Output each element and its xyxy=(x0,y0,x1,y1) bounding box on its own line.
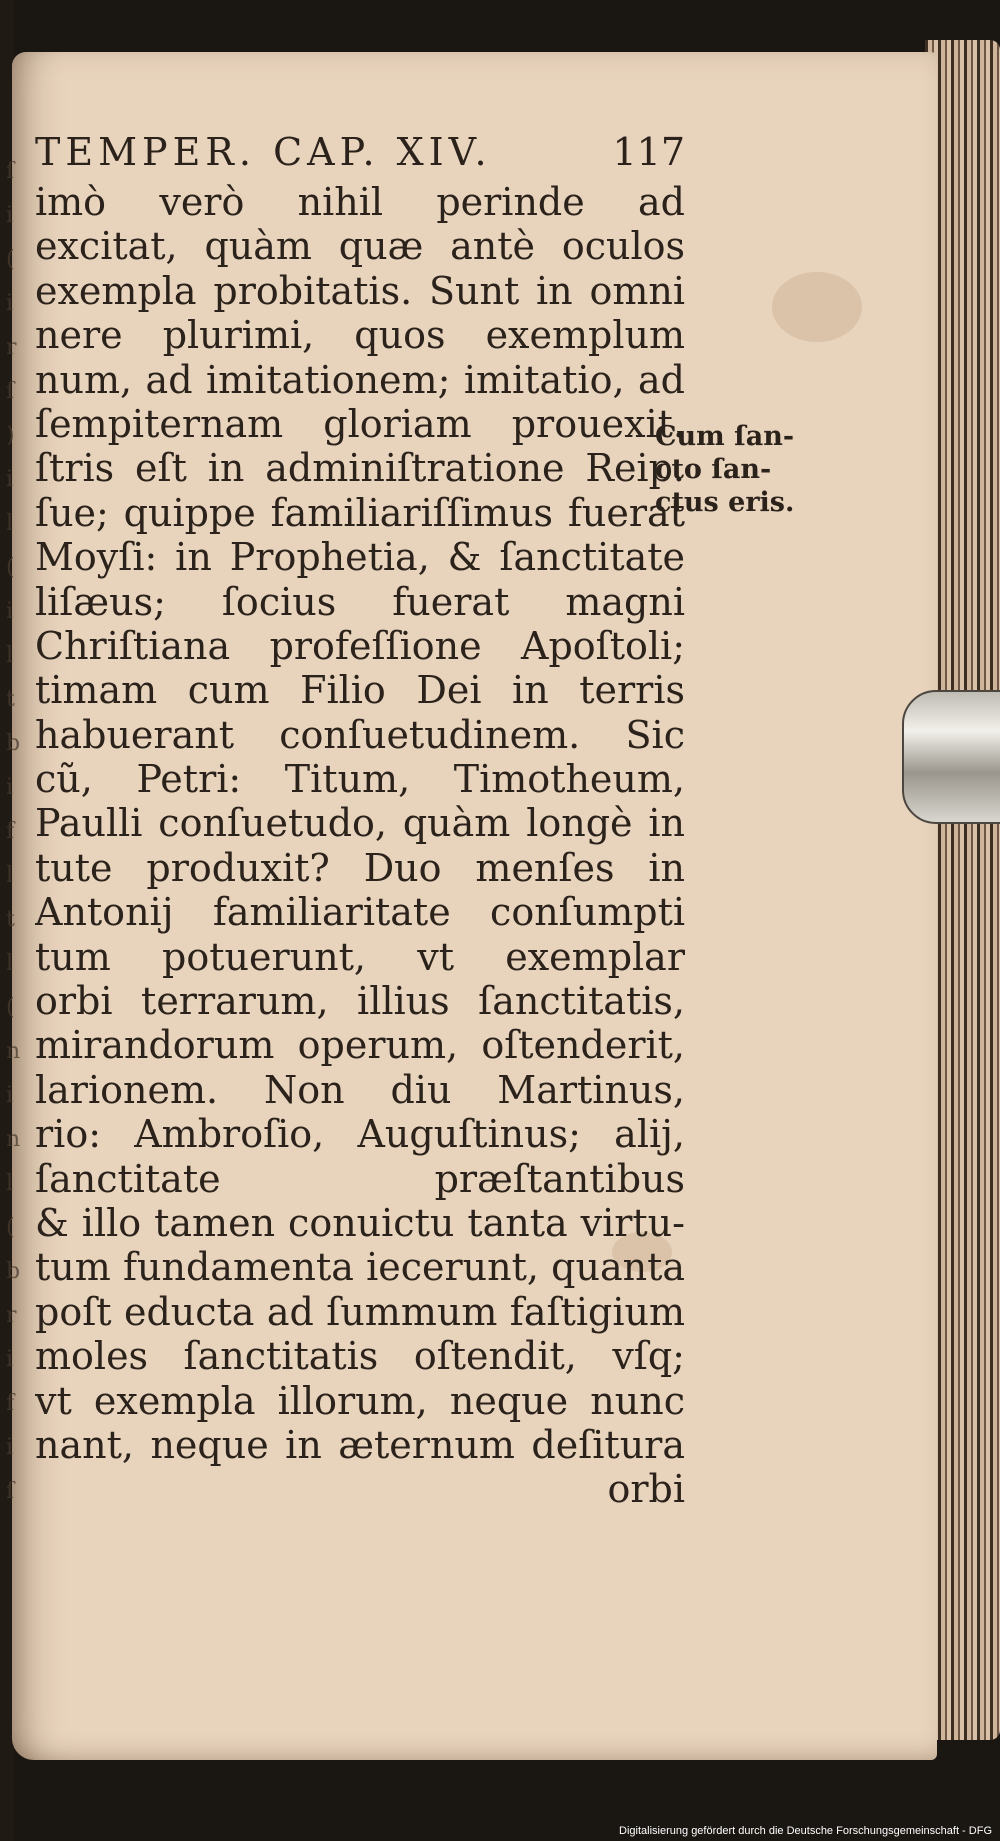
page-clip xyxy=(902,690,1000,824)
marginal-note-line: ctus eris. xyxy=(655,487,795,518)
text-line: tum fundamenta iecerunt, quanta xyxy=(35,1245,685,1290)
text-line: Paulli conſuetudo, quàm longè in xyxy=(35,801,685,846)
text-line: liſæus; ſocius fuerat magni xyxy=(35,579,685,624)
text-line: imò verò nihil perinde ad xyxy=(35,180,685,224)
main-text-block xyxy=(35,130,685,1512)
text-line: Chriſtiana profeſſione Apoſtoli; xyxy=(35,623,685,668)
text-line: & illo tamen conuictu tanta virtu- xyxy=(35,1200,685,1245)
text-line: excitat, quàm quæ antè oculos xyxy=(35,224,685,269)
marginal-note-line: Cum ſan- xyxy=(655,421,795,452)
catchword: orbi xyxy=(607,1467,685,1512)
digitization-credit: Digitalisierung gefördert durch die Deutsche Forschungsgemeinschaft - DFG xyxy=(619,1825,992,1837)
paper-stain xyxy=(772,272,862,342)
text-line: ſue; quippe familiariſſimus fuerat xyxy=(35,490,685,535)
text-line: ſempiternam gloriam prouexit. xyxy=(35,401,685,446)
text-line: ſtris eſt in adminiſtratione Reip. xyxy=(35,446,685,491)
text-line: nant, neque in æternum deſitura xyxy=(35,1422,685,1467)
text-line: moles ſanctitatis oſtendit, vſq; xyxy=(35,1334,685,1379)
text-line: vt exempla illorum, neque nunc xyxy=(35,1378,685,1423)
text-line: num, ad imitationem; imitatio, ad xyxy=(35,357,685,402)
page-number: 117 xyxy=(612,130,685,174)
running-header xyxy=(35,130,685,176)
text-line: mirandorum operum, oſtenderit, xyxy=(35,1023,685,1068)
text-line: poſt educta ad ſummum faſtigium xyxy=(35,1289,685,1334)
text-line: tum potuerunt, vt exemplar xyxy=(35,934,685,979)
text-line: tute produxit? Duo menſes in xyxy=(35,845,685,890)
text-line: ſanctitate præſtantibus xyxy=(35,1156,685,1201)
bleed-through-gutter: ſ i ( i r ſ ) i l ( i l t b i f l t l ( n i n l ( b r i f i ſ xyxy=(6,159,21,1504)
marginal-note xyxy=(655,420,815,519)
text-line: orbi terrarum, illius ſanctitatis, xyxy=(35,979,685,1024)
text-line: nere plurimi, quos exemplum xyxy=(35,313,685,358)
text-line: exempla probitatis. Sunt in omni xyxy=(35,268,685,313)
text-line: rio: Ambroſio, Auguſtinus; alij, xyxy=(35,1112,685,1157)
running-title: TEMPER. CAP. XIV. xyxy=(35,130,492,174)
text-line: timam cum Filio Dei in terris xyxy=(35,668,685,713)
text-line: larionem. Non diu Martinus, xyxy=(35,1067,685,1112)
text-line: cũ, Petri: Titum, Timotheum, xyxy=(35,757,685,802)
text-line: Antonij familiaritate conſumpti xyxy=(35,890,685,935)
marginal-note-line: cto ſan- xyxy=(655,454,772,485)
text-line: Moyſi: in Prophetia, & ſanctitate xyxy=(35,535,685,580)
text-line: habuerant conſuetudinem. Sic xyxy=(35,712,685,757)
